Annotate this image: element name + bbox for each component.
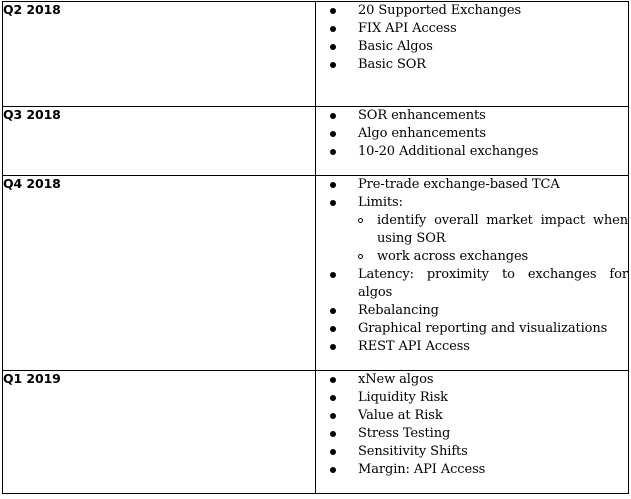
bullet-icon xyxy=(330,326,336,332)
item-text: Margin: API Access xyxy=(358,462,486,477)
milestone-cell xyxy=(316,2,629,107)
item-text: Liquidity Risk xyxy=(358,390,448,405)
list-item xyxy=(316,443,628,461)
item-text: Value at Risk xyxy=(358,408,443,423)
item-text: Graphical reporting and visualizations xyxy=(358,321,608,336)
bullet-icon xyxy=(330,44,336,50)
bullet-icon xyxy=(330,149,336,155)
quarter-label: Q1 2019 xyxy=(3,371,316,494)
bullet-icon xyxy=(330,131,336,137)
item-text: REST API Access xyxy=(358,339,470,354)
bullet-icon xyxy=(330,62,336,68)
circle-bullet-icon xyxy=(358,254,363,259)
item-text: FIX API Access xyxy=(358,21,457,36)
list-item xyxy=(316,20,628,38)
quarter-label: Q2 2018 xyxy=(3,2,316,107)
list-item xyxy=(316,266,628,302)
item-text: Limits: xyxy=(358,195,403,210)
bullet-icon xyxy=(330,26,336,32)
roadmap-table xyxy=(2,1,629,494)
sub-item-text: identify overall market impact when using SOR xyxy=(377,213,628,246)
milestone-list xyxy=(316,371,628,479)
list-item xyxy=(316,56,628,74)
item-text: Stress Testing xyxy=(358,426,451,441)
item-text: Basic SOR xyxy=(358,57,426,72)
item-text: 20 Supported Exchanges xyxy=(358,3,522,18)
list-item xyxy=(316,125,628,143)
list-item xyxy=(316,407,628,425)
list-item xyxy=(316,461,628,479)
list-item xyxy=(316,320,628,338)
bullet-icon xyxy=(330,308,336,314)
list-item xyxy=(316,38,628,56)
list-item xyxy=(316,194,628,266)
bullet-icon xyxy=(330,449,336,455)
sub-item-text: work across exchanges xyxy=(377,249,529,264)
list-item xyxy=(316,302,628,320)
list-item xyxy=(316,389,628,407)
milestone-cell xyxy=(316,176,629,371)
sub-list xyxy=(358,212,628,266)
circle-bullet-icon xyxy=(358,218,363,223)
table-row-q1-2019 xyxy=(3,371,629,494)
list-item xyxy=(316,371,628,389)
bullet-icon xyxy=(330,344,336,350)
list-item xyxy=(316,176,628,194)
item-text: 10-20 Additional exchanges xyxy=(358,144,539,159)
bullet-icon xyxy=(330,395,336,401)
item-text: SOR enhancements xyxy=(358,108,486,123)
list-item xyxy=(316,2,628,20)
milestone-list xyxy=(316,176,628,356)
bullet-icon xyxy=(330,182,336,188)
bullet-icon xyxy=(330,8,336,14)
bullet-icon xyxy=(330,467,336,473)
bullet-icon xyxy=(330,413,336,419)
bullet-icon xyxy=(330,431,336,437)
sub-list-item xyxy=(358,212,628,248)
milestone-list xyxy=(316,2,628,74)
quarter-label: Q3 2018 xyxy=(3,107,316,176)
item-text: Basic Algos xyxy=(358,39,433,54)
item-text: xNew algos xyxy=(358,372,434,387)
milestone-cell xyxy=(316,371,629,494)
table-row-q4-2018 xyxy=(3,176,629,371)
list-item xyxy=(316,338,628,356)
list-item xyxy=(316,425,628,443)
item-text: Rebalancing xyxy=(358,303,439,318)
bullet-icon xyxy=(330,200,336,206)
list-item xyxy=(316,107,628,125)
milestone-list xyxy=(316,107,628,161)
bullet-icon xyxy=(330,113,336,119)
list-item xyxy=(316,143,628,161)
item-text: Latency: proximity to exchanges for algos xyxy=(358,267,628,300)
item-text: Algo enhancements xyxy=(358,126,486,141)
bullet-icon xyxy=(330,272,336,278)
table-row-q3-2018 xyxy=(3,107,629,176)
item-text: Sensitivity Shifts xyxy=(358,444,468,459)
sub-list-item xyxy=(358,248,628,266)
bullet-icon xyxy=(330,377,336,383)
milestone-cell xyxy=(316,107,629,176)
quarter-label: Q4 2018 xyxy=(3,176,316,371)
table-row-q2-2018 xyxy=(3,2,629,107)
item-text: Pre-trade exchange-based TCA xyxy=(358,177,560,192)
